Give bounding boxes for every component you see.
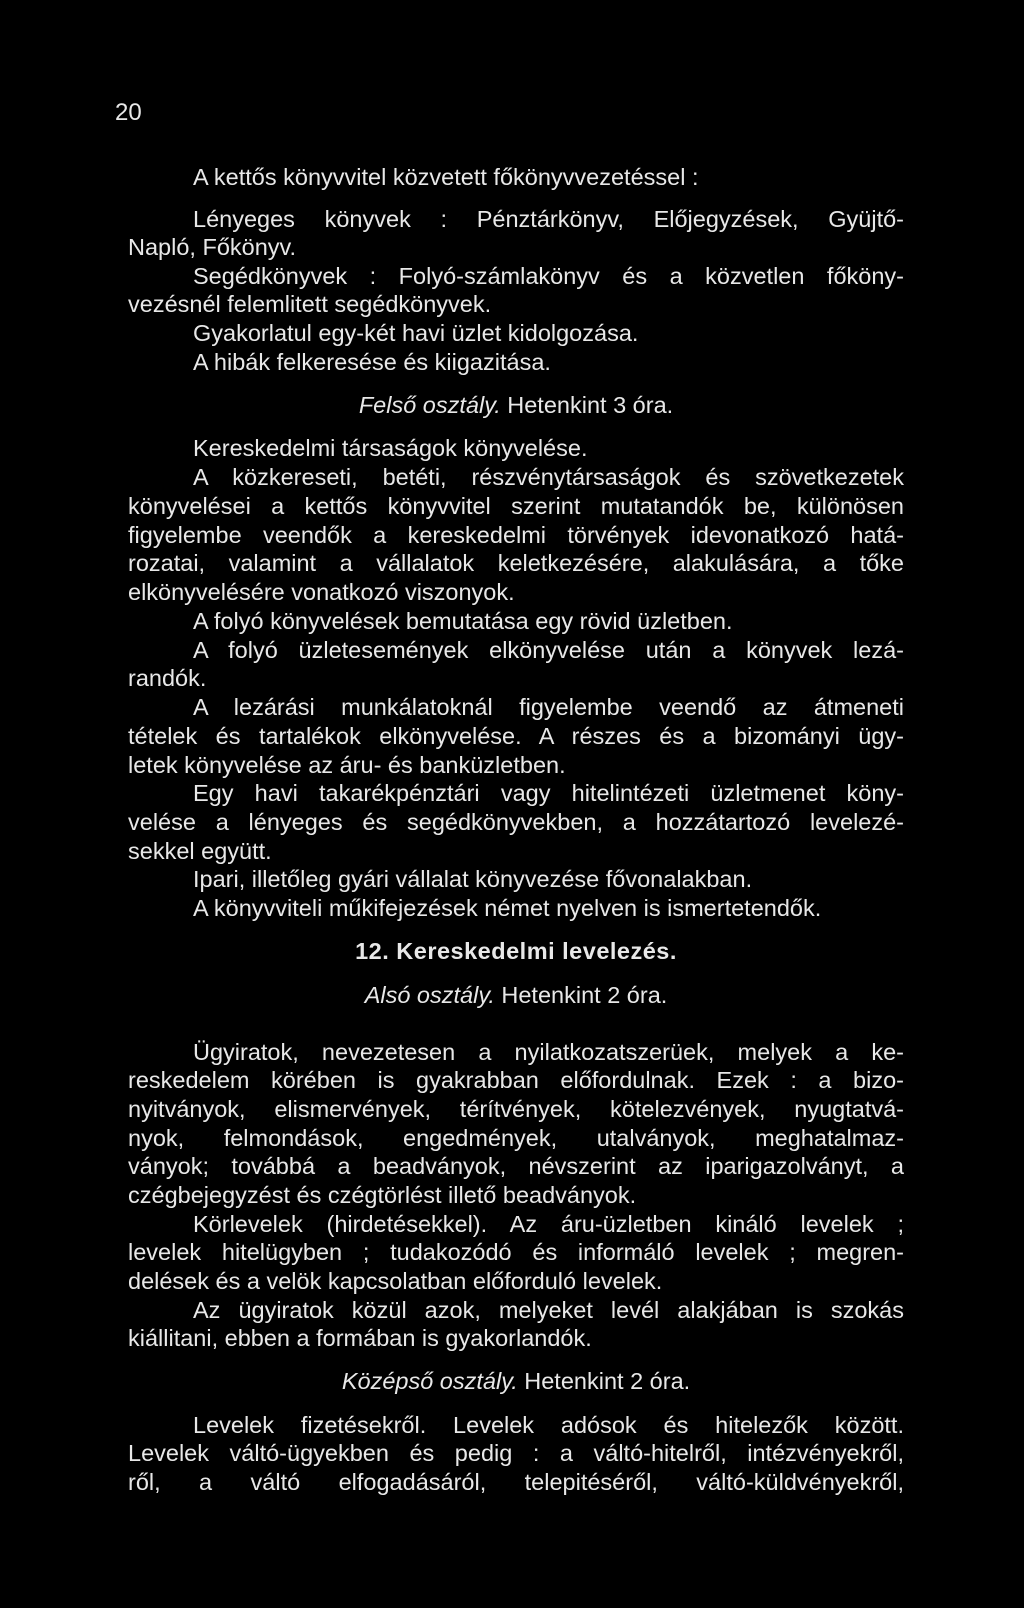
text-line: A hibák felkeresése és kiigazitása.	[193, 349, 551, 375]
text-line: elkönyvelésére vonatkozó viszonyok.	[128, 579, 515, 605]
weekly-hours: Hetenkint 2 óra.	[517, 1368, 691, 1394]
text-line: Ipari, illetőleg gyári vállalat könyvezése fővonalakban.	[193, 866, 753, 892]
text-line: randók.	[128, 665, 207, 691]
weekly-hours: Hetenkint 2 óra.	[494, 982, 668, 1008]
text-line: A lezárási munkálatoknál figyelembe veendő az átmeneti	[193, 694, 904, 720]
class-subheading	[128, 1366, 904, 1396]
text-line: figyelembe veendők a kereskedelmi törvények idevonatkozó hatá-	[128, 522, 904, 548]
text-line: Segédkönyvek : Folyó-számlakönyv és a közvetlen főköny-	[193, 263, 904, 289]
text-line: czégbejegyzést és czégtörlést illető beadványok.	[128, 1182, 637, 1208]
text-line: Napló, Főkönyv.	[128, 234, 297, 260]
text-line: Levelek fizetésekről. Levelek adósok és hitelezők között.	[193, 1412, 904, 1438]
text-line: A kettős könyvvitel közvetett főkönyvvezetéssel :	[193, 164, 699, 190]
text-line: A közkereseti, betéti, részvénytársaságok és szövetkezetek	[193, 464, 904, 490]
text-line: letek könyvelése az áru- és banküzletben.	[128, 752, 566, 778]
text-line: Gyakorlatul egy-két havi üzlet kidolgozása.	[193, 320, 639, 346]
text-line: ről, a váltó elfogadásáról, telepitéséről, váltó-küldvényekről,	[128, 1469, 904, 1495]
text-line: rozatai, valamint a vállalatok keletkezésére, alakulására, a tőke	[128, 550, 904, 576]
text-line: Az ügyiratok közül azok, melyeket levél alakjában is szokás	[193, 1297, 904, 1323]
text-line: nyok, felmondások, engedmények, utalványok, meghatalmaz-	[128, 1125, 904, 1151]
text-line: sekkel együtt.	[128, 838, 272, 864]
class-level: Alsó osztály.	[364, 982, 495, 1008]
text-line: A könyvviteli műkifejezések német nyelven is ismertetendők.	[193, 895, 822, 921]
text-line: delések és a velök kapcsolatban előforduló levelek.	[128, 1268, 663, 1294]
text-line: Ügyiratok, nevezetesen a nyilatkozatszerüek, melyek a ke-	[193, 1039, 904, 1065]
text-line: Körlevelek (hirdetésekkel). Az áru-üzletben kináló levelek ;	[193, 1211, 904, 1237]
text-line: ványok; továbbá a beadványok, névszerint az iparigazolványt, a	[128, 1153, 904, 1179]
text-line: tételek és tartalékok elkönyvelése. A részes és a bizományi ügy-	[128, 723, 904, 749]
text-line: Kereskedelmi társaságok könyvelése.	[193, 435, 588, 461]
class-level: Középső osztály.	[341, 1368, 518, 1394]
text-line: A folyó könyvelések bemutatása egy rövid üzletben.	[193, 608, 733, 634]
text-line: levelek hitelügyben ; tudakozódó és informáló levelek ; megren-	[128, 1239, 904, 1265]
text-line: nyitványok, elismervények, térítvények, kötelezvények, nyugtatvá-	[128, 1096, 904, 1122]
text-line: vezésnél felemlitett segédkönyvek.	[128, 291, 492, 317]
text-line: Levelek váltó-ügyekben és pedig : a váltó-hitelről, intézvényekről,	[128, 1440, 904, 1466]
text-line: könyvelései a kettős könyvvitel szerint mutatandók be, különösen	[128, 493, 904, 519]
class-level: Felső osztály.	[358, 392, 501, 418]
weekly-hours: Hetenkint 3 óra.	[500, 392, 674, 418]
section-heading: 12. Kereskedelmi levelezés.	[355, 938, 677, 964]
class-subheading	[128, 390, 904, 420]
text-line: A folyó üzletesemények elkönyvelése után a könyvek lezá-	[193, 637, 904, 663]
text-line: velése a lényeges és segédkönyvekben, a hozzátartozó levelezé-	[128, 809, 904, 835]
text-line: Lényeges könyvek : Pénztárkönyv, Előjegyzések, Gyüjtő-	[193, 206, 904, 232]
text-line: Egy havi takarékpénztári vagy hitelintézeti üzletmenet köny-	[193, 780, 904, 806]
class-subheading	[128, 980, 904, 1010]
page-number: 20	[115, 99, 142, 126]
text-line: reskedelem körében is gyakrabban előfordulnak. Ezek : a bizo-	[128, 1067, 904, 1093]
text-line: kiállitani, ebben a formában is gyakorlandók.	[128, 1325, 592, 1351]
